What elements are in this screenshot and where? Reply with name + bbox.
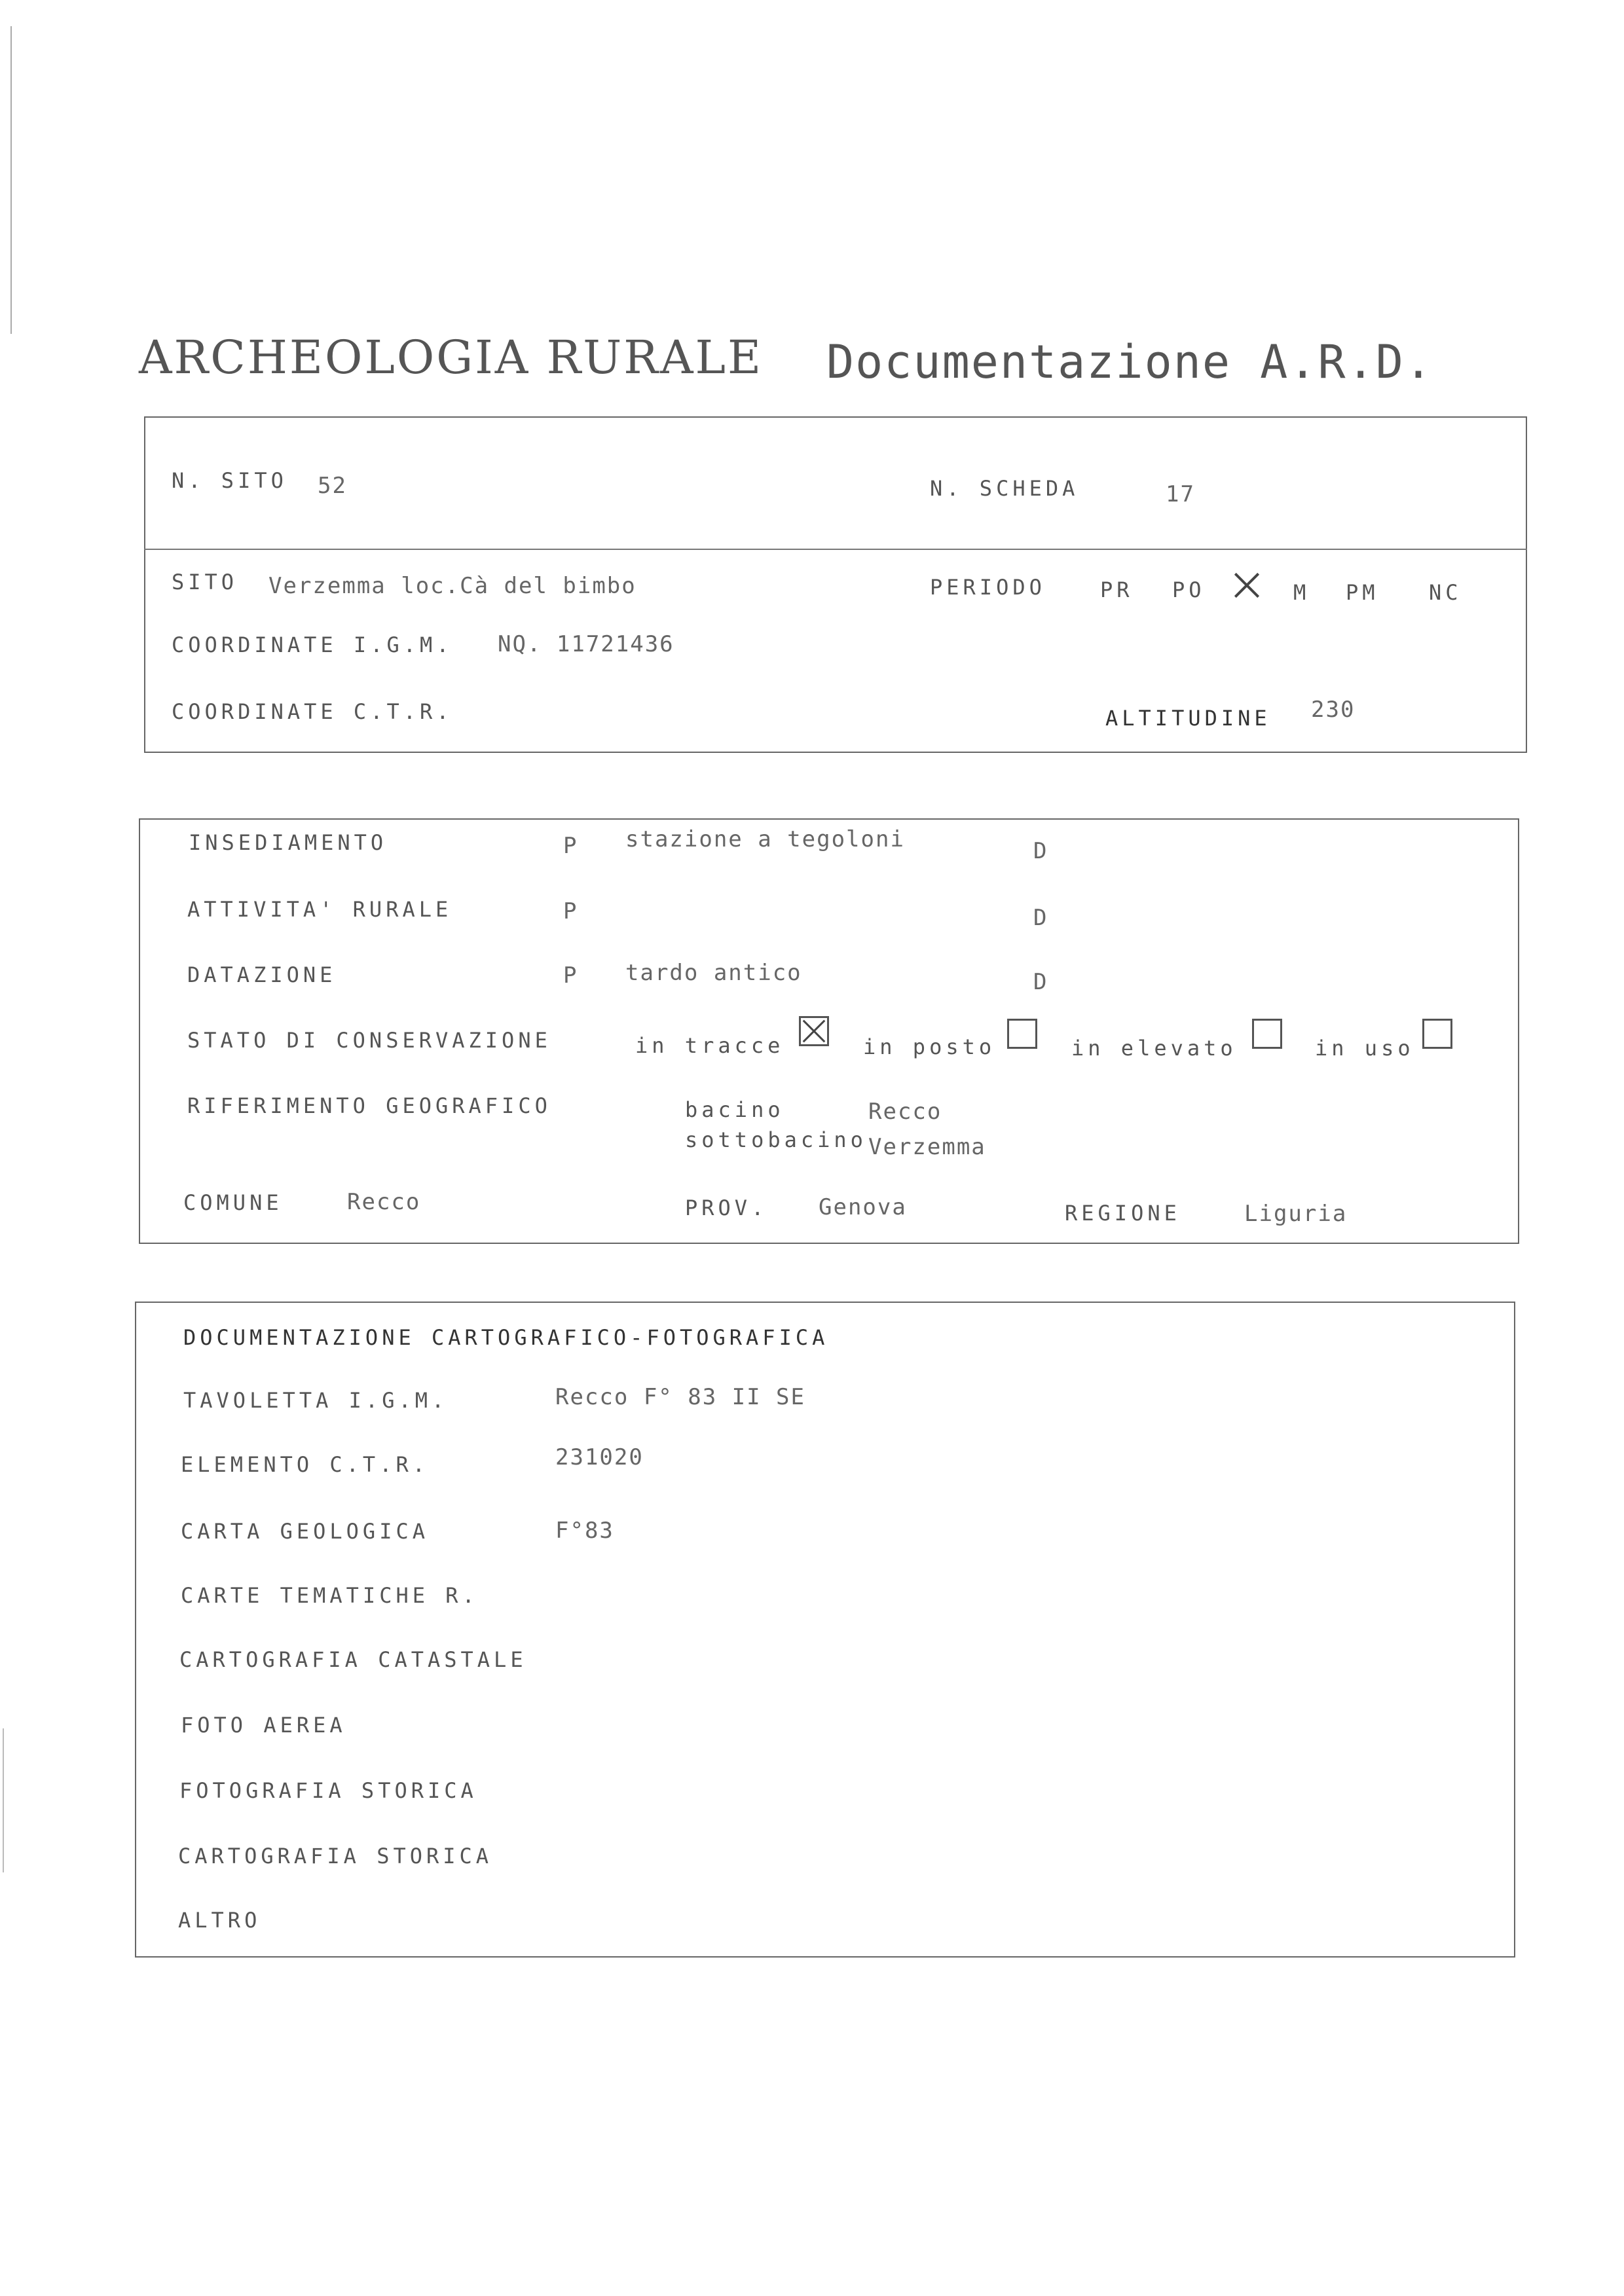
carta-geologica-value: F°83 [555,1518,614,1544]
n-scheda-value: 17 [1166,481,1195,507]
comune-value: Recco [347,1189,421,1215]
periodo-option-m[interactable]: M [1293,580,1310,605]
prov-label: PROV. [685,1195,768,1220]
attivita-label: ATTIVITA' RURALE [187,897,452,922]
periodo-option-pr[interactable]: PR [1100,577,1134,602]
periodo-option-pm[interactable]: PM [1346,580,1379,605]
sito-label: SITO [172,570,238,594]
page-edge-line [3,1728,4,1872]
in-tracce-checkbox[interactable] [799,1016,829,1046]
foto-aerea-label: FOTO AEREA [181,1713,346,1738]
in-posto-checkbox[interactable] [1007,1019,1037,1049]
elemento-label: ELEMENTO C.T.R. [181,1452,429,1477]
datazione-p: P [563,962,578,989]
title-documentazione: Documentazione A.R.D. [826,335,1434,389]
altitudine-value: 230 [1311,697,1356,723]
coord-ctr-label: COORDINATE C.T.R. [172,699,453,724]
attivita-d: D [1033,905,1048,931]
n-sito-value: 52 [318,473,347,499]
insediamento-label: INSEDIAMENTO [189,830,388,855]
regione-value: Liguria [1244,1201,1348,1227]
title-archeologia-rurale: ARCHEOLOGIA RURALE [139,331,764,384]
sito-value: Verzemma loc.Cà del bimbo [268,573,637,599]
n-sito-label: N. SITO [172,468,287,493]
section-divider [144,549,1527,550]
cartografia-catastale-label: CARTOGRAFIA CATASTALE [179,1647,527,1672]
page-edge-line [10,26,12,334]
comune-label: COMUNE [183,1190,283,1215]
sottobacino-label: sottobacino [685,1127,867,1152]
insediamento-p: P [563,833,578,859]
doc-cartografica-heading: DOCUMENTAZIONE CARTOGRAFICO-FOTOGRAFICA [183,1325,829,1350]
in-elevato-checkbox[interactable] [1252,1019,1282,1049]
attivita-p: P [563,898,578,924]
carte-tematiche-label: CARTE TEMATICHE R. [181,1583,479,1608]
altitudine-label: ALTITUDINE [1105,706,1271,731]
periodo-selected-mark [1231,570,1263,601]
periodo-option-po[interactable]: PO [1172,577,1206,602]
fotografia-storica-label: FOTOGRAFIA STORICA [179,1778,477,1803]
n-scheda-label: N. SCHEDA [930,476,1079,501]
riferimento-label: RIFERIMENTO GEOGRAFICO [187,1093,551,1118]
prov-value: Genova [819,1194,907,1220]
in-uso-checkbox[interactable] [1422,1019,1452,1049]
periodo-option-nc[interactable]: NC [1429,580,1462,605]
bacino-label: bacino [685,1097,784,1122]
stato-option-in-posto: in posto [863,1034,996,1059]
periodo-label: PERIODO [930,575,1046,600]
stato-label: STATO DI CONSERVAZIONE [187,1028,551,1053]
coord-igm-label: COORDINATE I.G.M. [172,632,453,657]
carta-geologica-label: CARTA GEOLOGICA [181,1519,429,1544]
tavoletta-value: Recco F° 83 II SE [555,1384,805,1410]
elemento-value: 231020 [555,1444,644,1470]
datazione-label: DATAZIONE [187,962,337,987]
insediamento-d: D [1033,838,1048,864]
stato-option-in-uso: in uso [1315,1036,1414,1061]
datazione-d: D [1033,969,1048,995]
stato-option-in-tracce: in tracce [635,1033,784,1058]
regione-label: REGIONE [1065,1201,1181,1226]
stato-option-in-elevato: in elevato [1071,1036,1237,1061]
sottobacino-value: Verzemma [868,1134,986,1160]
cartografia-storica-label: CARTOGRAFIA STORICA [178,1844,493,1868]
coord-igm-value: NQ. 11721436 [498,631,674,657]
datazione-value: tardo antico [625,960,802,986]
tavoletta-label: TAVOLETTA I.G.M. [183,1388,449,1413]
altro-label: ALTRO [178,1908,261,1933]
insediamento-value: stazione a tegoloni [625,826,905,852]
bacino-value: Recco [868,1099,942,1125]
